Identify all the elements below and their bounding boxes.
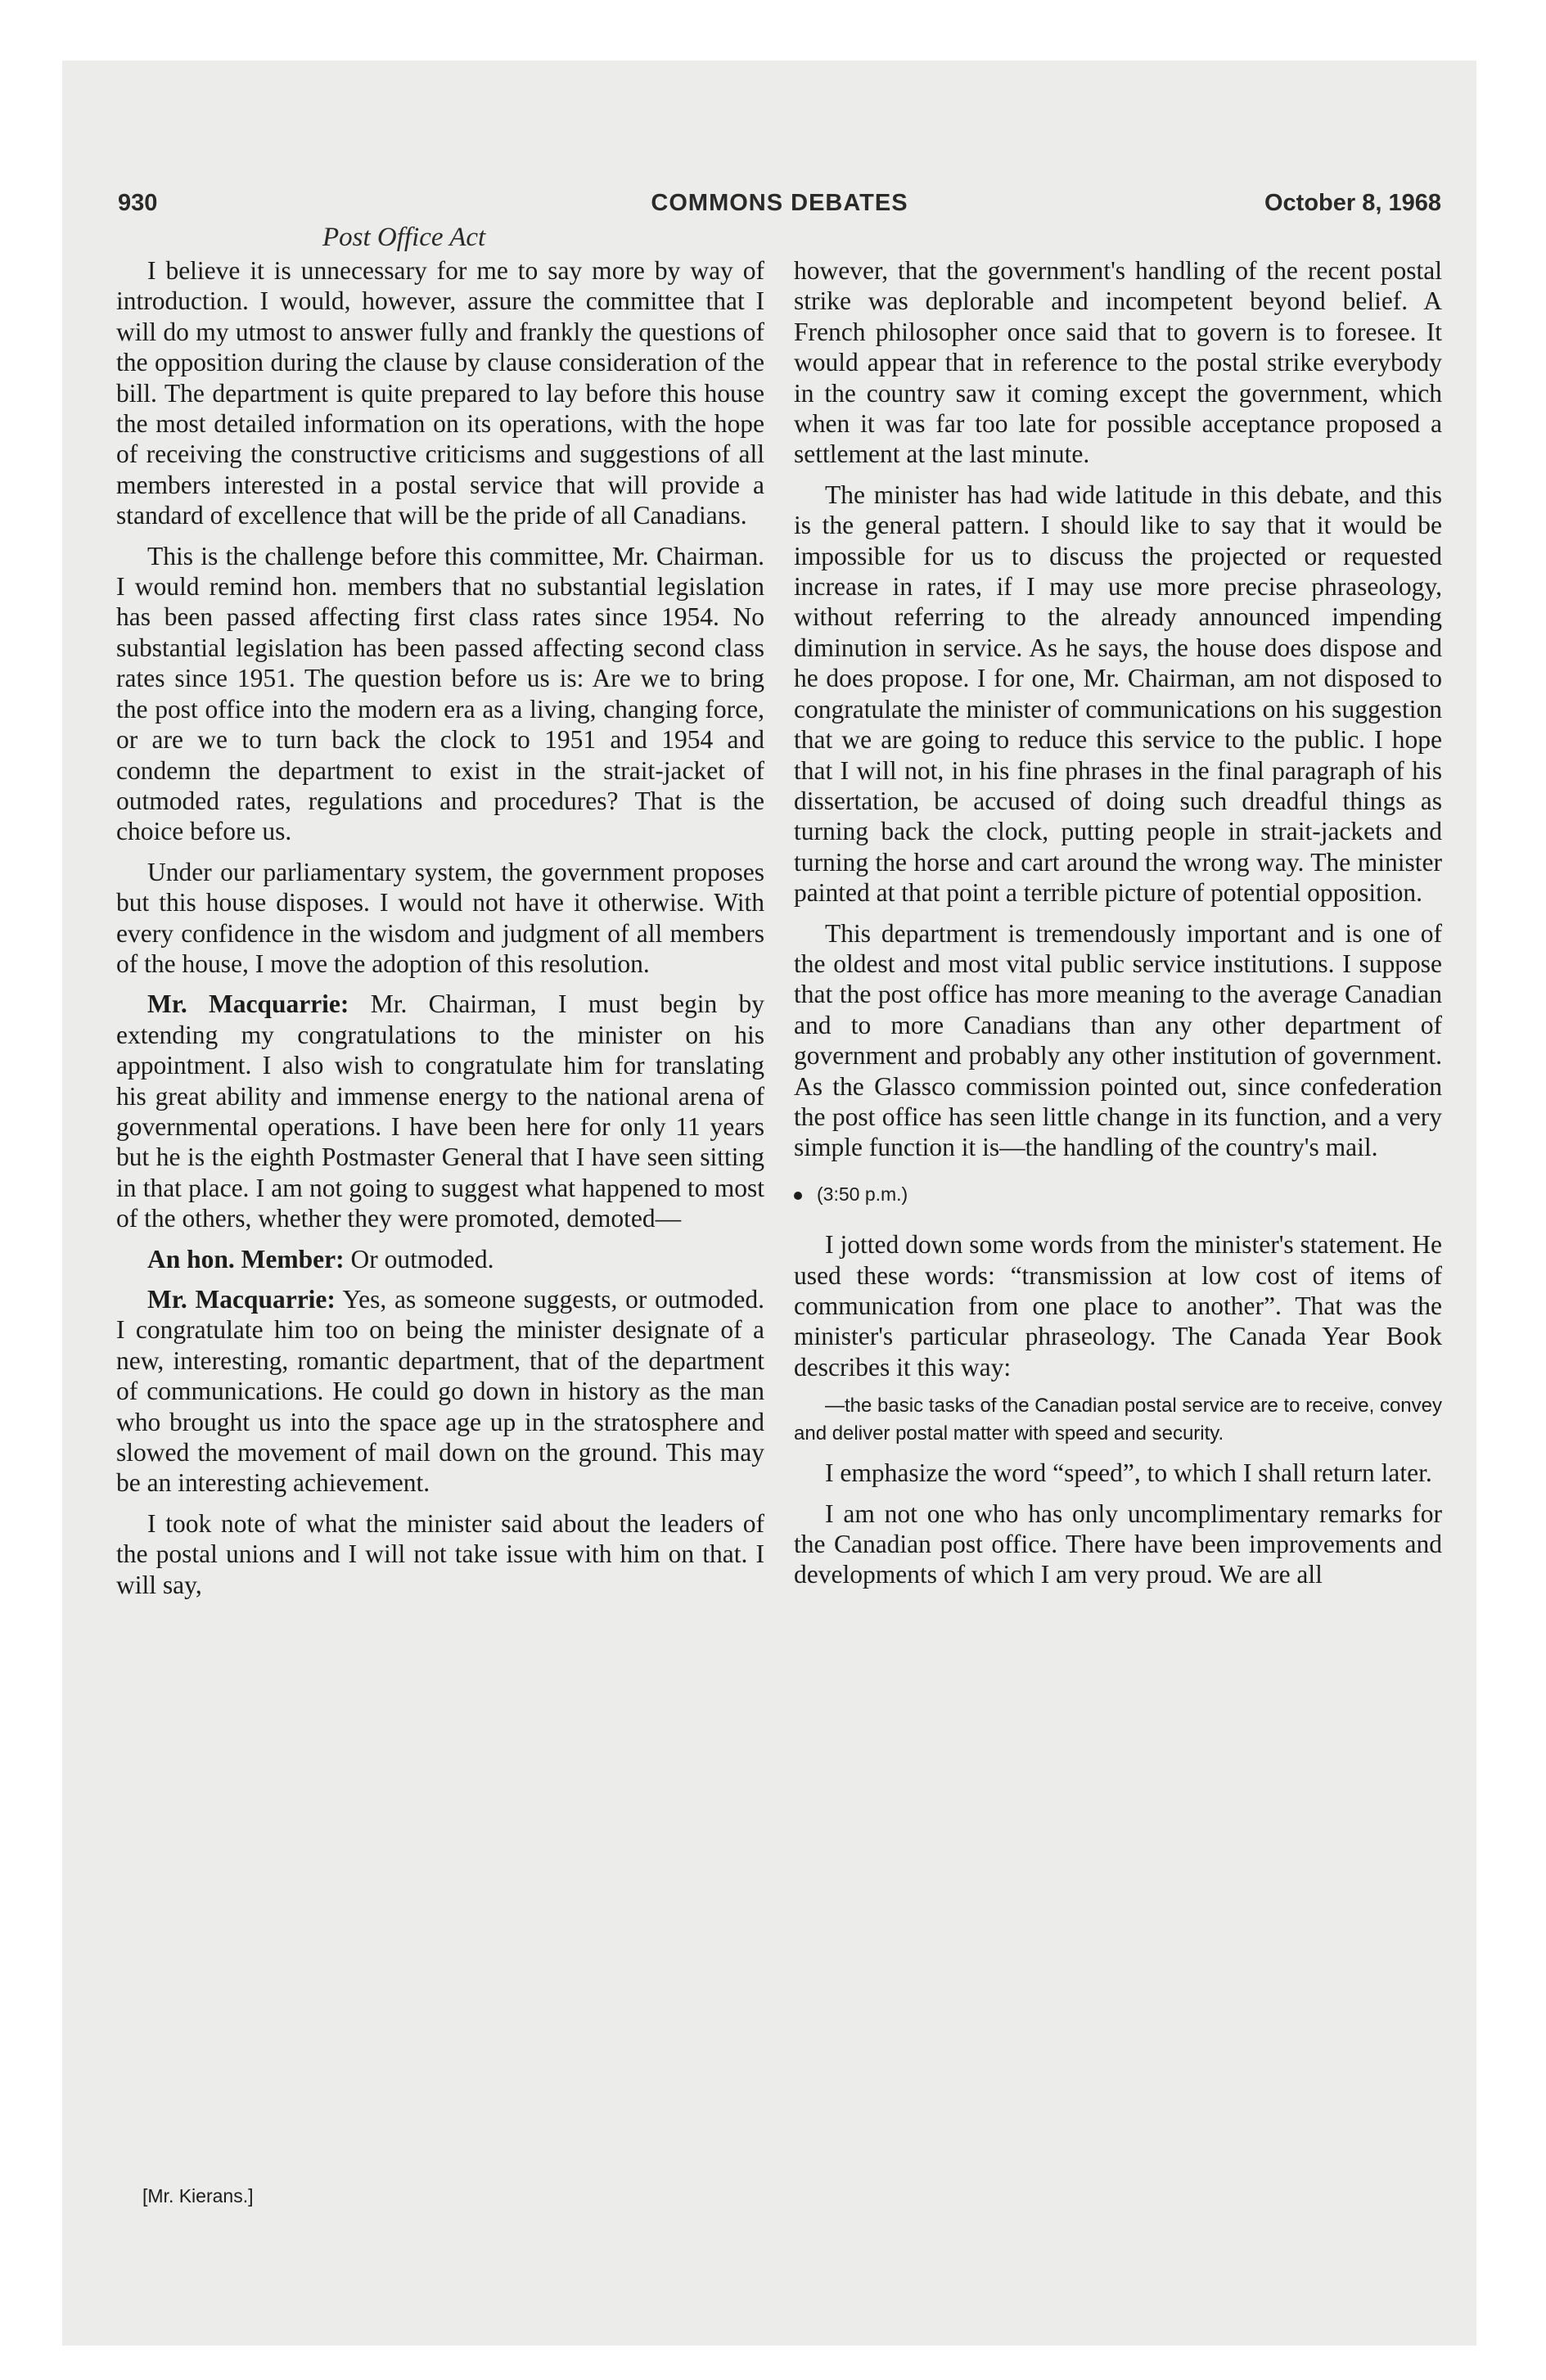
speech-text: Mr. Chairman, I must begin by extending my congratulations to the minister on his appointment. I also wish to congratulate him for translating his great ability and immense energy to the national arena of governmental operations. I have been here for only 11 years but he is the eighth Postmaster General that I have seen sitting in that place. I am not going to suggest what happened to most of the others, whether they were promoted, demoted— [116, 989, 764, 1233]
section-subtitle: Post Office Act [322, 223, 486, 252]
speech-text: Or outmoded. [350, 1244, 494, 1273]
time-marker [794, 1179, 1442, 1210]
paragraph: I jotted down some words from the minister's statement. He used these words: “transmission at low cost of items of communication from one place to another”. That was the minister's particular phraseology. The Canada Year Book describes it this way: [794, 1230, 1442, 1382]
speaker-name: Mr. Macquarrie: [147, 989, 349, 1019]
paragraph: I believe it is unnecessary for me to say more by way of introduction. I would, however, assure the committee that I will do my utmost to answer fully and frankly the questions of the opposition during the clause by clause consideration of the bill. The department is quite prepared to lay before this house the most detailed information on its operations, with the hope of receiving the constructive criticisms and suggestions of all members interested in a postal service that will provide a standard of excellence that will be the pride of all Canadians. [116, 256, 764, 530]
speaker-name: An hon. Member: [147, 1244, 345, 1273]
paragraph: This is the challenge before this committee, Mr. Chairman. I would remind hon. members that no substantial legislation has been passed affecting first class rates since 1954. No substantial legislation has been passed affecting second class rates since 1951. The question before us is: Are we to bring the post office into the modern era as a living, changing force, or are we to turn back the clock to 1951 and 1954 and condemn the department to exist in the strait-jacket of outmoded rates, regulations and procedures? That is the choice before us. [116, 541, 764, 846]
speech-paragraph [116, 989, 764, 1233]
speaker-name: Mr. Macquarrie: [147, 1285, 336, 1314]
right-column [794, 255, 1442, 1600]
paragraph: I am not one who has only uncomplimentary remarks for the Canadian post office. There have been improvements and developments of which I am very proud. We are all [794, 1499, 1442, 1589]
paragraph: Under our parliamentary system, the government proposes but this house disposes. I would not have it otherwise. With every confidence in the wisdom and judgment of all members of the house, I move the adoption of this resolution. [116, 857, 764, 978]
paragraph: I took note of what the minister said about the leaders of the postal unions and I will not take issue with him on that. I will say, [116, 1508, 764, 1599]
paragraph: I emphasize the word “speed”, to which I shall return later. [825, 1458, 1432, 1488]
left-column [116, 255, 764, 1610]
speech-paragraph [116, 1284, 764, 1499]
page-footer: [Mr. Kierans.] [142, 2185, 254, 2206]
paragraph: This department is tremendously important and is one of the oldest and most vital public service institutions. I suppose that the post office has more meaning to the average Canadian and to more Canadians than any other department of government and probably any other institution of government. As the Glassco commission pointed out, since confederation the post office has seen little change in its function, and a very simple function it is—the handling of the country's mail. [794, 918, 1442, 1162]
page-sheet [62, 61, 1476, 2346]
time-text: (3:50 p.m.) [817, 1183, 908, 1205]
page-number: 930 [118, 190, 158, 216]
publication-date: October 8, 1968 [1264, 190, 1441, 216]
block-quote: —the basic tasks of the Canadian postal service are to receive, convey and deliver postal matter with speed and security. [794, 1395, 1442, 1445]
paragraph: The minister has had wide latitude in this debate, and this is the general pattern. I should like to say that it would be impossible for us to discuss the projected or requested increase in rates, if I may use more precise phraseology, without referring to the already announced impending diminution in service. As he says, the house does dispose and he does propose. I for one, Mr. Chairman, am not disposed to congratulate the minister of communications on his suggestion that we are going to reduce this service to the public. I hope that I will not, in his fine phrases in the final paragraph of his dissertation, be accused of doing such dreadful things as turning back the clock, putting people in strait-jackets and turning the horse and cart around the wrong way. The minister painted at that point a terrible picture of potential opposition. [794, 480, 1442, 908]
publication-title: COMMONS DEBATES [651, 190, 908, 216]
paragraph: however, that the government's handling of the recent postal strike was deplorable and incompetent beyond belief. A French philosopher once said that to govern is to foresee. It would appear that in reference to the postal strike everybody in the country saw it coming except the government, which when it was far too late for possible acceptance proposed a settlement at the last minute. [794, 256, 1442, 469]
speech-text: Yes, as someone suggests, or outmoded. I congratulate him too on being the minister designate of a new, interesting, romantic department, that of the department of communications. He could go down in history as the man who brought us into the space age up in the stratosphere and slowed the movement of mail down on the ground. This may be an interesting achievement. [116, 1285, 764, 1498]
page-header [118, 190, 1441, 223]
interjection-paragraph [116, 1244, 764, 1274]
bullet-icon [794, 1192, 802, 1200]
